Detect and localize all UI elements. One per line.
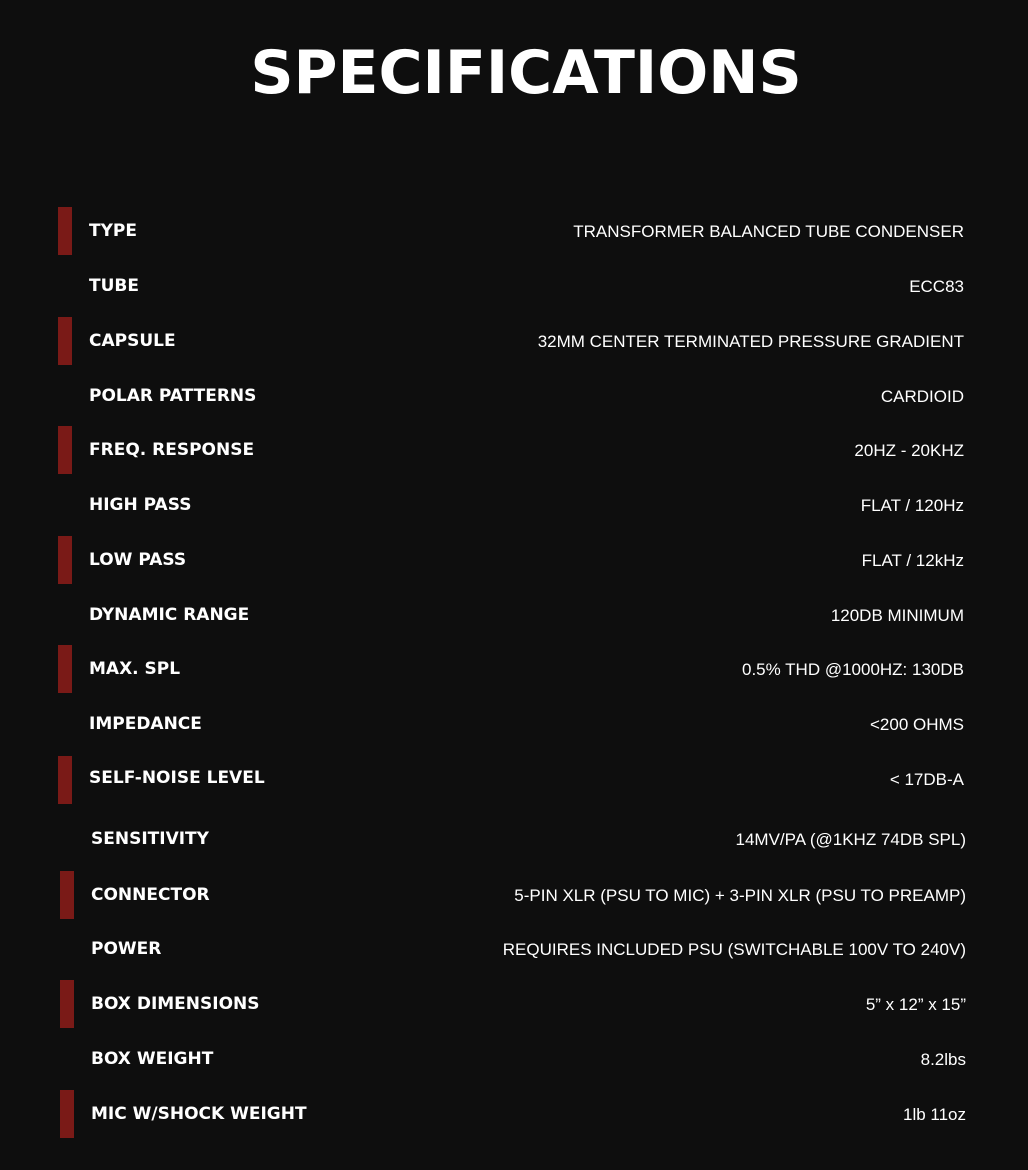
spec-row-capsule [58,317,964,365]
row-marker [60,871,74,919]
spec-value: 120DB MINIMUM [830,606,964,625]
spec-label: LOW PASS [89,550,187,570]
row-marker [60,1090,74,1138]
spec-label: BOX DIMENSIONS [91,994,260,1014]
spec-label: IMPEDANCE [89,714,202,734]
spec-row-box-weight [60,1035,966,1083]
spec-row-high-pass [58,481,964,529]
spec-value: CARDIOID [880,387,964,406]
row-marker [58,756,72,804]
spec-value: REQUIRES INCLUDED PSU (SWITCHABLE 100V TO 240V) [502,940,966,959]
spec-row-connector [60,871,966,919]
spec-value: 1lb 11oz [902,1105,966,1124]
row-marker [58,645,72,693]
row-marker [58,317,72,365]
spec-label: HIGH PASS [89,495,192,515]
spec-value: 5-PIN XLR (PSU TO MIC) + 3-PIN XLR (PSU TO PREAMP) [514,886,966,905]
page-title: SPECIFICATIONS [250,38,802,109]
spec-row-type [58,207,964,255]
row-marker [58,426,72,474]
spec-label: BOX WEIGHT [91,1049,214,1069]
spec-label: CAPSULE [89,331,176,351]
spec-label: TUBE [89,276,139,296]
spec-row-tube [58,262,964,310]
spec-label: TYPE [89,221,137,241]
spec-row-polar-patterns [58,372,964,420]
spec-row-sensitivity [60,815,966,863]
spec-row-mic-shock-weight [60,1090,966,1138]
spec-label: DYNAMIC RANGE [89,605,250,625]
spec-label: MAX. SPL [89,659,181,679]
spec-value: TRANSFORMER BALANCED TUBE CONDENSER [573,222,964,241]
spec-row-freq-response [58,426,964,474]
spec-value: 0.5% THD @1000HZ: 130DB [742,660,964,679]
spec-value: 8.2lbs [920,1050,966,1069]
spec-label: SENSITIVITY [91,829,209,849]
spec-label: CONNECTOR [91,885,210,905]
spec-label: SELF-NOISE LEVEL [89,768,265,788]
spec-label: POWER [91,939,162,959]
spec-value: 20HZ - 20KHZ [854,441,964,460]
spec-value: <200 OHMS [869,715,964,734]
spec-label: POLAR PATTERNS [89,386,257,406]
row-marker [58,536,72,584]
spec-label: FREQ. RESPONSE [89,440,255,460]
spec-value: 14MV/PA (@1KHZ 74DB SPL) [735,830,966,849]
spec-value: 32MM CENTER TERMINATED PRESSURE GRADIENT [537,332,964,351]
spec-row-power [60,925,966,973]
spec-label: MIC W/SHOCK WEIGHT [91,1104,307,1124]
spec-value: FLAT / 120Hz [860,496,964,515]
row-marker [58,207,72,255]
row-marker [60,980,74,1028]
spec-row-max-spl [58,645,964,693]
spec-row-dynamic-range [58,591,964,639]
spec-row-low-pass [58,536,964,584]
spec-row-self-noise-level [58,756,964,804]
spec-row-box-dimensions [60,980,966,1028]
spec-row-impedance [58,700,964,748]
spec-value: < 17DB-A [889,770,964,789]
spec-value: FLAT / 12kHz [861,551,964,570]
spec-value: ECC83 [909,277,964,296]
spec-value: 5” x 12” x 15” [865,995,966,1014]
